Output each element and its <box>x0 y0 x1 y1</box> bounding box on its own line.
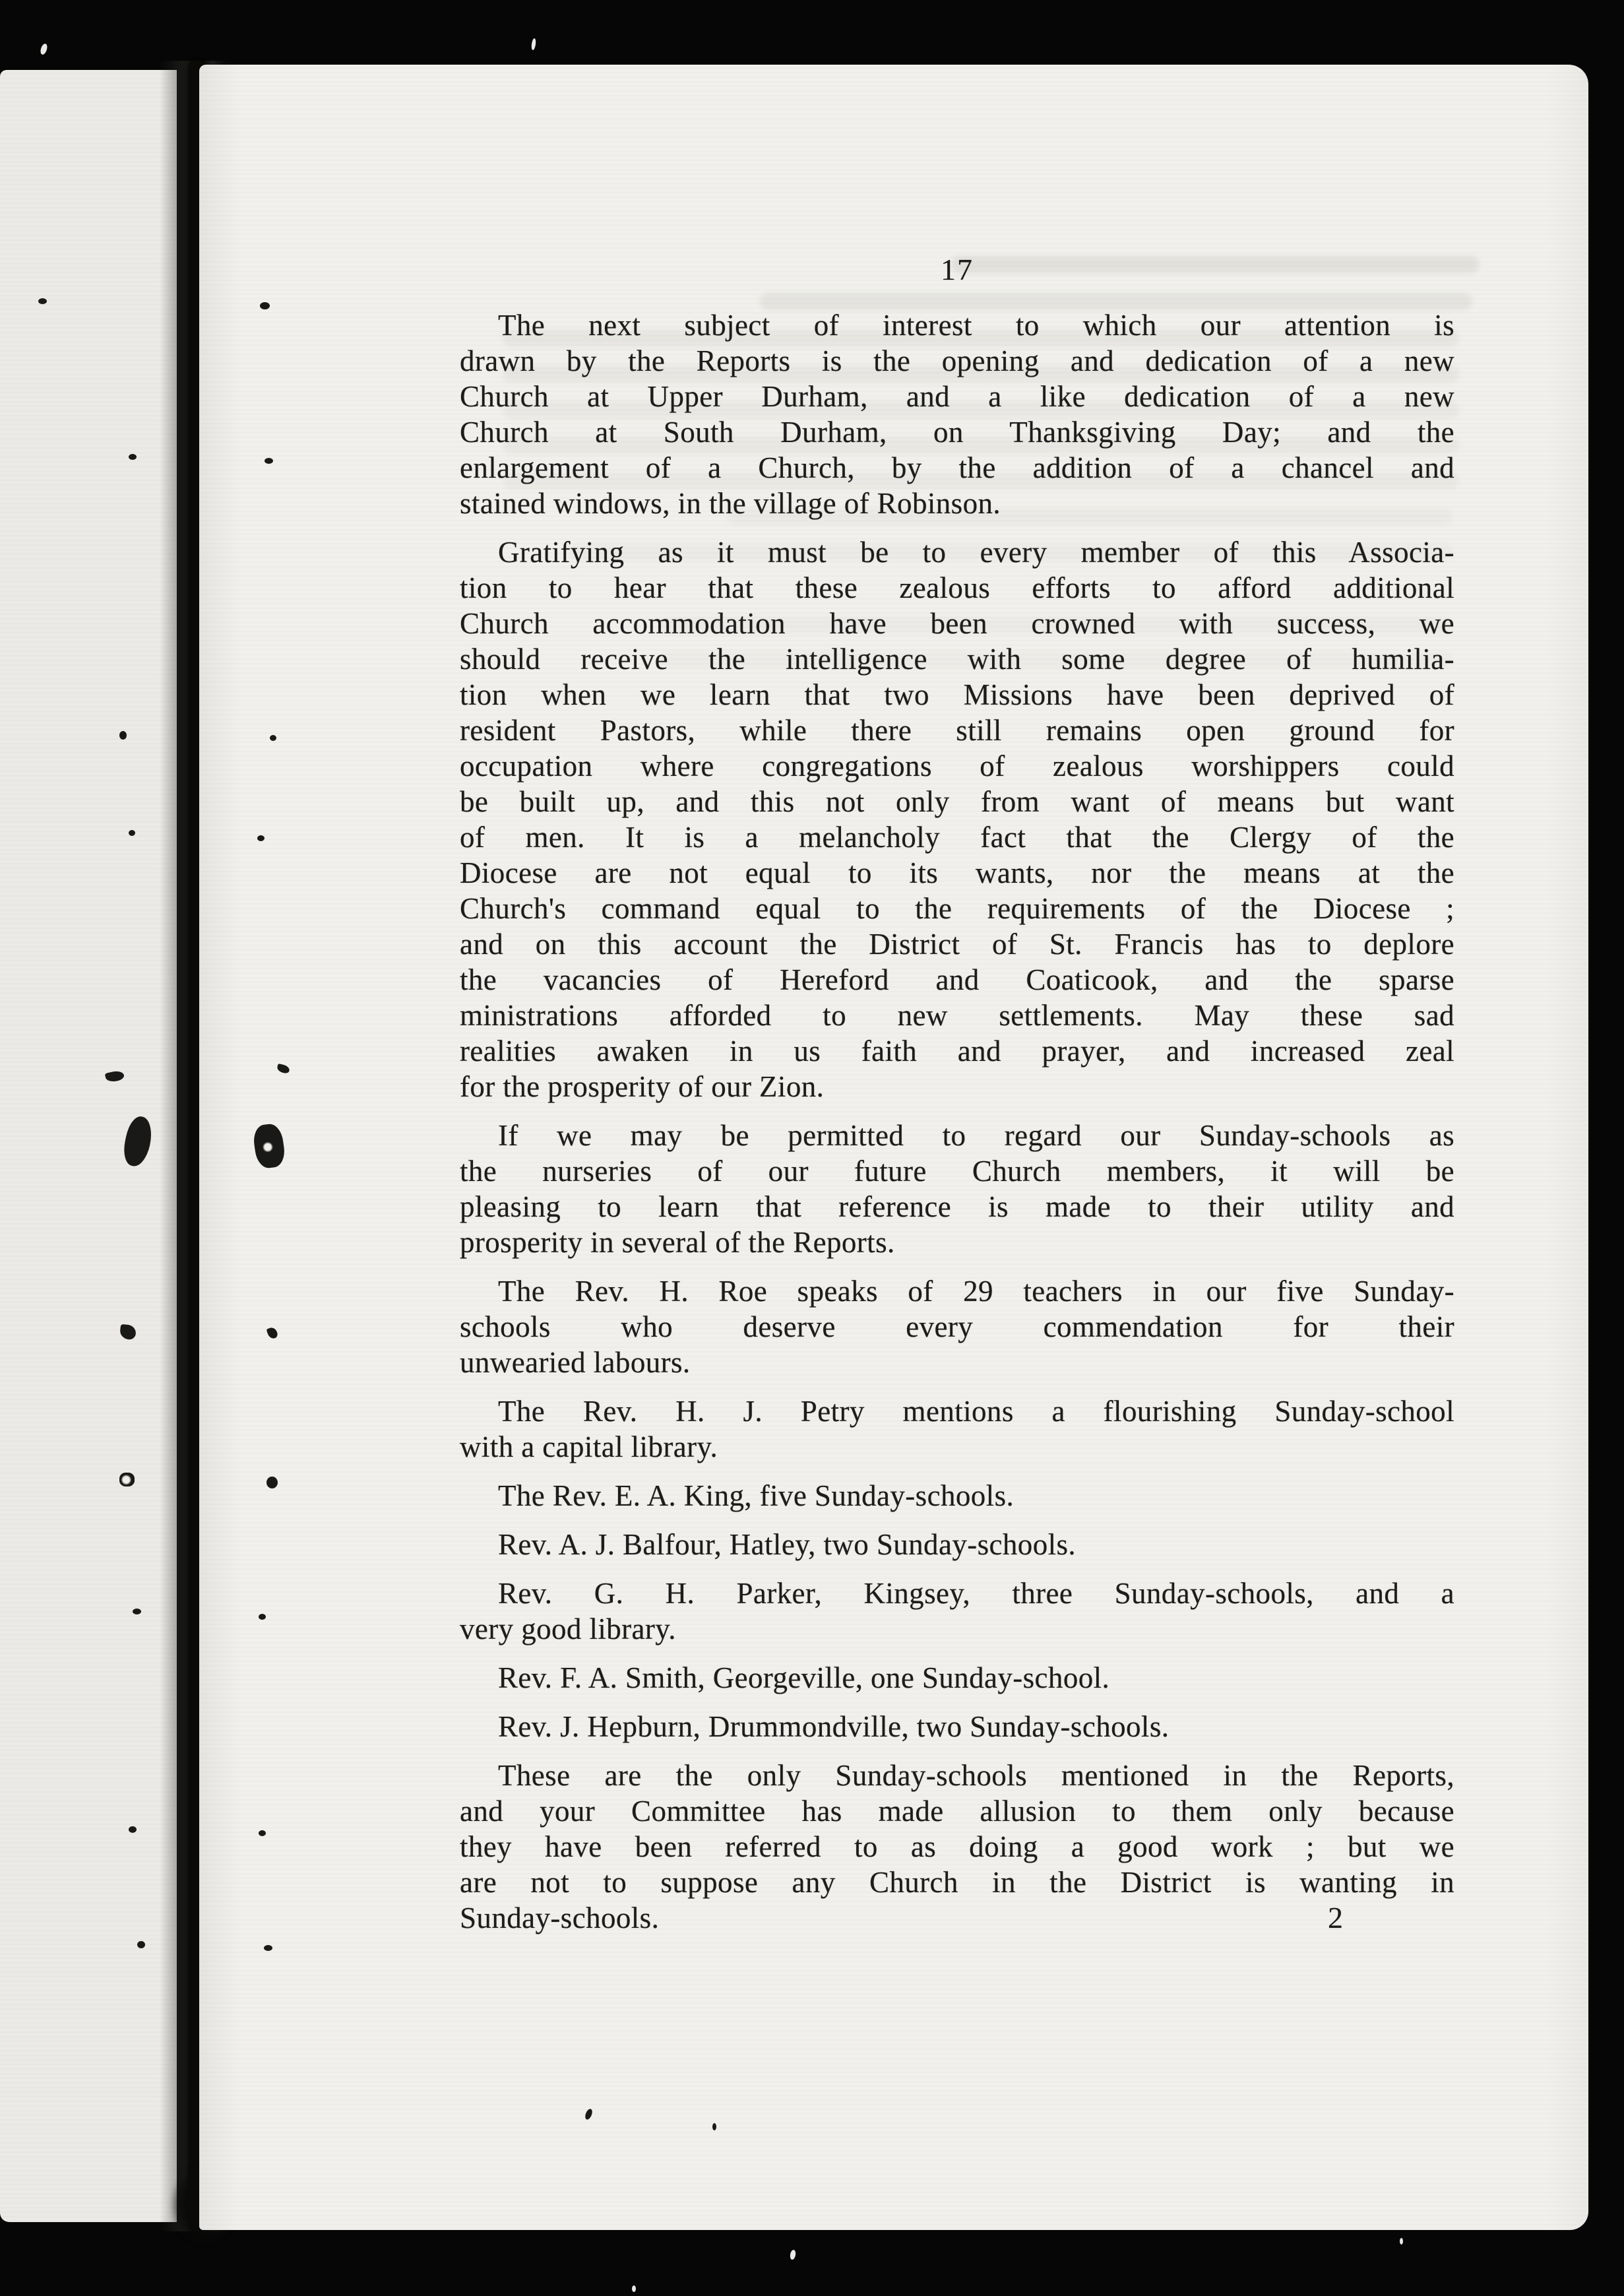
text-line: realities awaken in us faith and prayer, and increased zeal <box>460 1035 1454 1068</box>
ink-speck <box>129 1826 137 1833</box>
ink-speck <box>129 830 135 836</box>
text-line: Church at Upper Durham, and a like dedication of a new <box>460 380 1454 413</box>
text-line: they have been referred to as doing a good work ; but we <box>460 1830 1454 1863</box>
ink-speck <box>265 458 273 464</box>
text-line: ministrations afforded to new settlements. May these sad <box>460 999 1454 1032</box>
text-line: resident Pastors, while there still remains open ground for <box>460 714 1454 747</box>
text-line: and your Committee has made allusion to them only because <box>460 1795 1454 1828</box>
paragraph <box>460 1660 1454 1696</box>
text-line: The Rev. H. J. Petry mentions a flourishing Sunday-school <box>498 1395 1454 1428</box>
text-block <box>460 307 1454 1949</box>
paragraph <box>460 1576 1454 1647</box>
ink-speck <box>129 454 137 460</box>
ink-speck <box>264 1945 272 1951</box>
facing-page-edge <box>0 70 177 2222</box>
text-line: should receive the intelligence with some degree of humilia- <box>460 643 1454 676</box>
text-line: Rev. A. J. Balfour, Hatley, two Sunday-schools. <box>498 1528 1077 1561</box>
text-line: tion to hear that these zealous efforts to afford additional <box>460 571 1454 604</box>
ink-speck <box>259 1830 266 1836</box>
dust-speck <box>531 38 536 51</box>
text-line: schools who deserve every commendation for their <box>460 1310 1454 1343</box>
dust-speck <box>1400 2238 1403 2245</box>
page-number: 17 <box>941 253 974 286</box>
paragraph <box>460 1273 1454 1380</box>
paragraph <box>460 1527 1454 1562</box>
paragraph <box>460 1118 1454 1260</box>
text-line: stained windows, in the village of Robinson. <box>460 487 1001 520</box>
text-line: for the prosperity of our Zion. <box>460 1070 825 1103</box>
ink-speck <box>712 2123 716 2130</box>
paragraph <box>460 307 1454 521</box>
text-line: be built up, and this not only from want of means but want <box>460 785 1454 818</box>
text-line: occupation where congregations of zealous worshippers could <box>460 749 1454 782</box>
text-line: pleasing to learn that reference is made to their utility and <box>460 1190 1454 1223</box>
text-line: very good library. <box>460 1612 676 1645</box>
text-line: These are the only Sunday-schools mentioned in the Reports, <box>498 1759 1454 1792</box>
paragraph <box>460 1758 1454 1936</box>
paragraph <box>460 1478 1454 1514</box>
text-line: with a capital library. <box>460 1430 718 1463</box>
ink-speck <box>133 1609 141 1614</box>
ink-speck <box>259 1614 266 1620</box>
ink-speck <box>270 735 276 741</box>
text-line: the vacancies of Hereford and Coaticook, and the sparse <box>460 963 1454 996</box>
text-line: If we may be permitted to regard our Sunday-schools as <box>498 1119 1454 1152</box>
text-line: tion when we learn that two Missions have been deprived of <box>460 678 1454 711</box>
text-line: Sunday-schools. <box>460 1901 660 1934</box>
text-line: and on this account the District of St. Francis has to deplore <box>460 928 1454 961</box>
ink-speck <box>137 1941 145 1948</box>
dust-speck <box>632 2285 636 2292</box>
text-line: drawn by the Reports is the opening and dedication of a new <box>460 344 1454 377</box>
paragraph <box>460 1709 1454 1744</box>
text-line: Rev. J. Hepburn, Drummondville, two Sunday-schools. <box>498 1710 1170 1743</box>
text-line: Church's command equal to the requirements of the Diocese ; <box>460 892 1454 925</box>
text-line: of men. It is a melancholy fact that the Clergy of the <box>460 821 1454 854</box>
ink-speck <box>257 835 265 841</box>
paragraph <box>460 534 1454 1104</box>
text-line: Rev. F. A. Smith, Georgeville, one Sunday-school. <box>498 1661 1110 1694</box>
text-line: enlargement of a Church, by the addition of a chancel and <box>460 451 1454 484</box>
ink-speck <box>38 298 47 304</box>
text-line: Diocese are not equal to its wants, nor the means at the <box>460 856 1454 889</box>
text-line: prosperity in several of the Reports. <box>460 1226 895 1259</box>
text-line: are not to suppose any Church in the District is wanting in <box>460 1866 1454 1899</box>
ink-speck <box>119 1473 135 1486</box>
text-line: Rev. G. H. Parker, Kingsey, three Sunday-schools, and a <box>498 1577 1454 1610</box>
text-line: Church at South Durham, on Thanksgiving Day; and the <box>460 416 1454 449</box>
text-line: Church accommodation have been crowned with success, we <box>460 607 1454 640</box>
text-line: The next subject of interest to which our attention is <box>498 309 1454 342</box>
ink-speck <box>260 302 270 309</box>
dust-speck <box>790 2249 796 2260</box>
ink-speck <box>119 731 127 740</box>
dust-speck <box>40 43 49 55</box>
text-line: Gratifying as it must be to every member of this Associa- <box>498 536 1454 569</box>
text-line: The Rev. E. A. King, five Sunday-schools. <box>498 1479 1015 1512</box>
signature-mark: 2 <box>1328 1901 1344 1934</box>
paragraph <box>460 1393 1454 1465</box>
text-line: the nurseries of our future Church members, it will be <box>460 1155 1454 1188</box>
ink-speck <box>266 1477 278 1488</box>
text-line: The Rev. H. Roe speaks of 29 teachers in our five Sunday- <box>498 1275 1454 1308</box>
page-sheet <box>199 65 1588 2230</box>
text-line: unwearied labours. <box>460 1346 691 1379</box>
